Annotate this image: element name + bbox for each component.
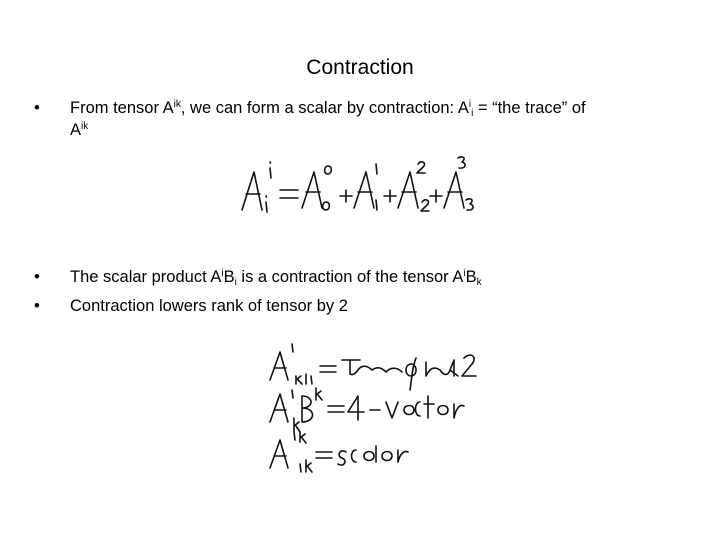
bullet-text: Contraction lowers rank of tensor by 2 (70, 297, 348, 315)
slide-title: Contraction (306, 56, 414, 79)
bullet-dot: • (34, 268, 40, 286)
bullet-dot: • (34, 297, 40, 315)
bullet-text: The scalar product $A^iB_i$ is a contraction of the tensor $A^iB_k$ (70, 268, 482, 288)
bullet-text: From tensor $A^{ik}$, we can form a scalar by contraction: $A^i_i$ = “the trace” of (70, 99, 586, 119)
bullet-text-continued: $A^{ik}$ (70, 121, 89, 139)
bullet-dot: • (34, 99, 40, 117)
handwritten-trace-equation (236, 150, 486, 220)
handwritten-rank-examples (264, 340, 494, 480)
